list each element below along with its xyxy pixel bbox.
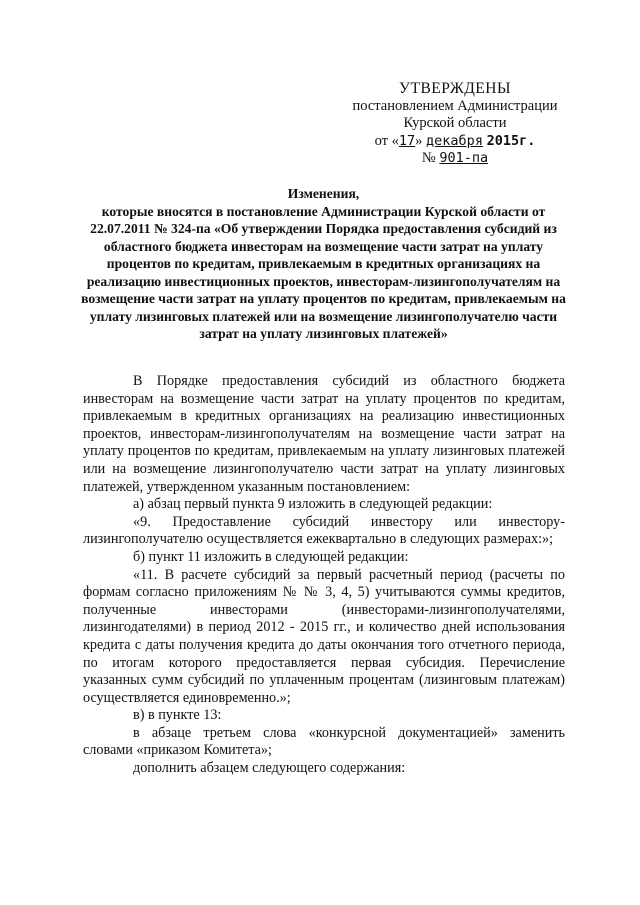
paragraph-6: в) в пункте 13: — [133, 707, 222, 724]
date-prefix: от « — [374, 132, 399, 149]
approval-line-1: постановлением Администрации — [352, 97, 558, 114]
approval-line-2: Курской области — [403, 115, 507, 131]
paragraph-4: б) пункт 11 изложить в следующей редакции: — [133, 548, 409, 565]
date-year: 2015г. — [486, 132, 536, 149]
approval-block — [330, 80, 580, 168]
approval-heading: УТВЕРЖДЕНЫ — [399, 80, 511, 97]
document-body — [83, 373, 565, 778]
approval-date — [330, 133, 580, 151]
number-value: 901-па — [439, 150, 489, 166]
paragraph-8: дополнить абзацем следующего содержания: — [133, 760, 406, 777]
date-mid: » — [415, 132, 423, 149]
approval-number — [330, 150, 580, 168]
title-heading: Изменения, — [287, 186, 360, 201]
document-title — [80, 185, 567, 343]
paragraph-5: «11. В расчете субсидий за первый расчетный период (расчеты по формам согласно приложениям № № 3, 4, 5) учитываются суммы кредитов, полученные инвесторами (инвесторами-лизингополучателями, лизингодателями) в период 2012 - 2015 гг., и количество дней использования кредита с даты получения кредита до даты окончания того отчетного периода, по итогам которого предоставляется первая субсидия. Перечисление указанных сумм субсидий по уплаченным процентам (лизинговым платежам) осуществляется единовременно.»; — [83, 566, 565, 706]
paragraph-3: «9. Предоставление субсидий инвестору или инвестору-лизингополучателю осуществляется ежеквартально в следующих размерах:»; — [83, 513, 565, 548]
date-month: декабря — [426, 132, 483, 149]
paragraph-2: а) абзац первый пункта 9 изложить в следующей редакции: — [133, 496, 493, 513]
title-text: которые вносятся в постановление Администрации Курской области от 22.07.2011 № 324-па «Об утверждении Порядка предоставления субсидий из областного бюджета инвесторам на возмещение части затрат на уплату процентов по кредитам, привлекаемым в кредитных организациях на реализацию инвестиционных проектов, инвесторам-лизингополучателям на возмещение части затрат на уплату процентов по кредитам, привлекаемым на уплату лизинговых платежей или на возмещение лизингополучателю части затрат на уплату лизинговых платежей» — [81, 203, 566, 341]
number-prefix: № — [421, 150, 436, 166]
paragraph-7: в абзаце третьем слова «конкурсной документацией» заменить словами «приказом Комитета»; — [83, 724, 565, 759]
paragraph-1: В Порядке предоставления субсидий из областного бюджета инвесторам на возмещение части затрат на уплату процентов по кредитам, привлекаемым в кредитных организациях на реализацию инвестиционных проектов, инвесторам-лизингополучателям на возмещение части затрат на уплату процентов по кредитам, привлекаемым на уплату лизинговых платежей или на возмещение лизингополучателю части затрат на уплату лизинговых платежей, утвержденном указанным постановлением: — [83, 373, 565, 495]
date-day: 17 — [398, 132, 416, 149]
